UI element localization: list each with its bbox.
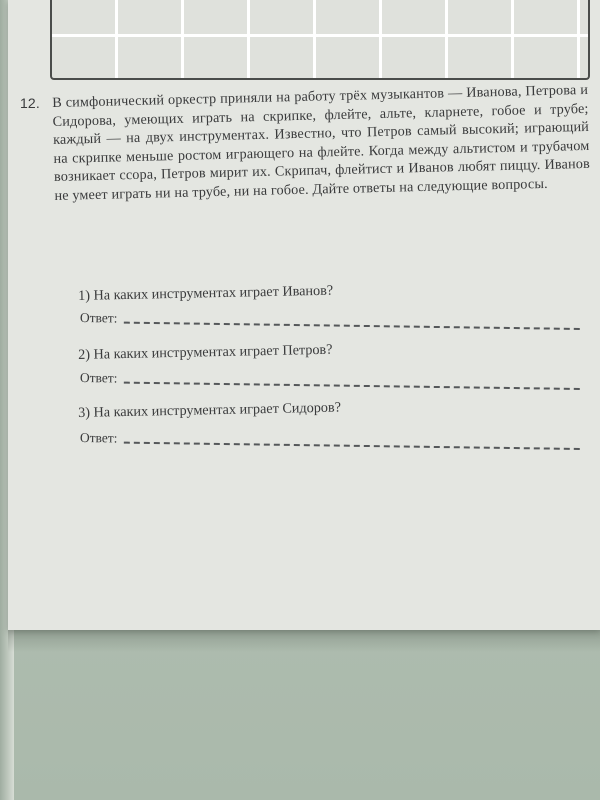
grid-line: [52, 34, 588, 37]
problem-12: [20, 81, 591, 206]
question-3: 3) На каких инструментах играет Сидоров?: [78, 399, 342, 421]
answer-line[interactable]: [123, 442, 579, 450]
answer-label: Ответ:: [79, 370, 118, 386]
question-1: 1) На каких инструментах играет Иванов?: [78, 282, 334, 304]
problem-text: В симфонический оркестр приняли на работу трёх музыкантов — Иванова, Петрова и Сидорова, умеющих играть на скрипке, флейте, альте, кларнете, гобое и трубе; каждый — на двух инструментах. Известно, что Петров самый высокий; играющий на скрипке меньше ростом играющего на флейте. Когда между альтистом и трубачом возникает ссора, Петров мирит их. Скрипач, флейтист и Иванов любят пиццу. Иванов не умеет играть ни на трубе, ни на гобое. Дайте ответы на следующие вопросы.: [52, 81, 591, 204]
answer-label: Ответ:: [79, 310, 118, 326]
answer-row-2[interactable]: [80, 370, 580, 393]
question-2: 2) На каких инструментах играет Петров?: [78, 341, 333, 363]
answer-line[interactable]: [123, 322, 579, 330]
problem-number: 12.: [20, 95, 40, 111]
workbook-page: [8, 0, 600, 630]
answer-line[interactable]: [123, 382, 579, 390]
answer-row-1[interactable]: [80, 310, 580, 333]
answer-label: Ответ:: [79, 430, 118, 446]
answer-grid-box: [50, 0, 590, 80]
answer-row-3[interactable]: [80, 430, 580, 453]
